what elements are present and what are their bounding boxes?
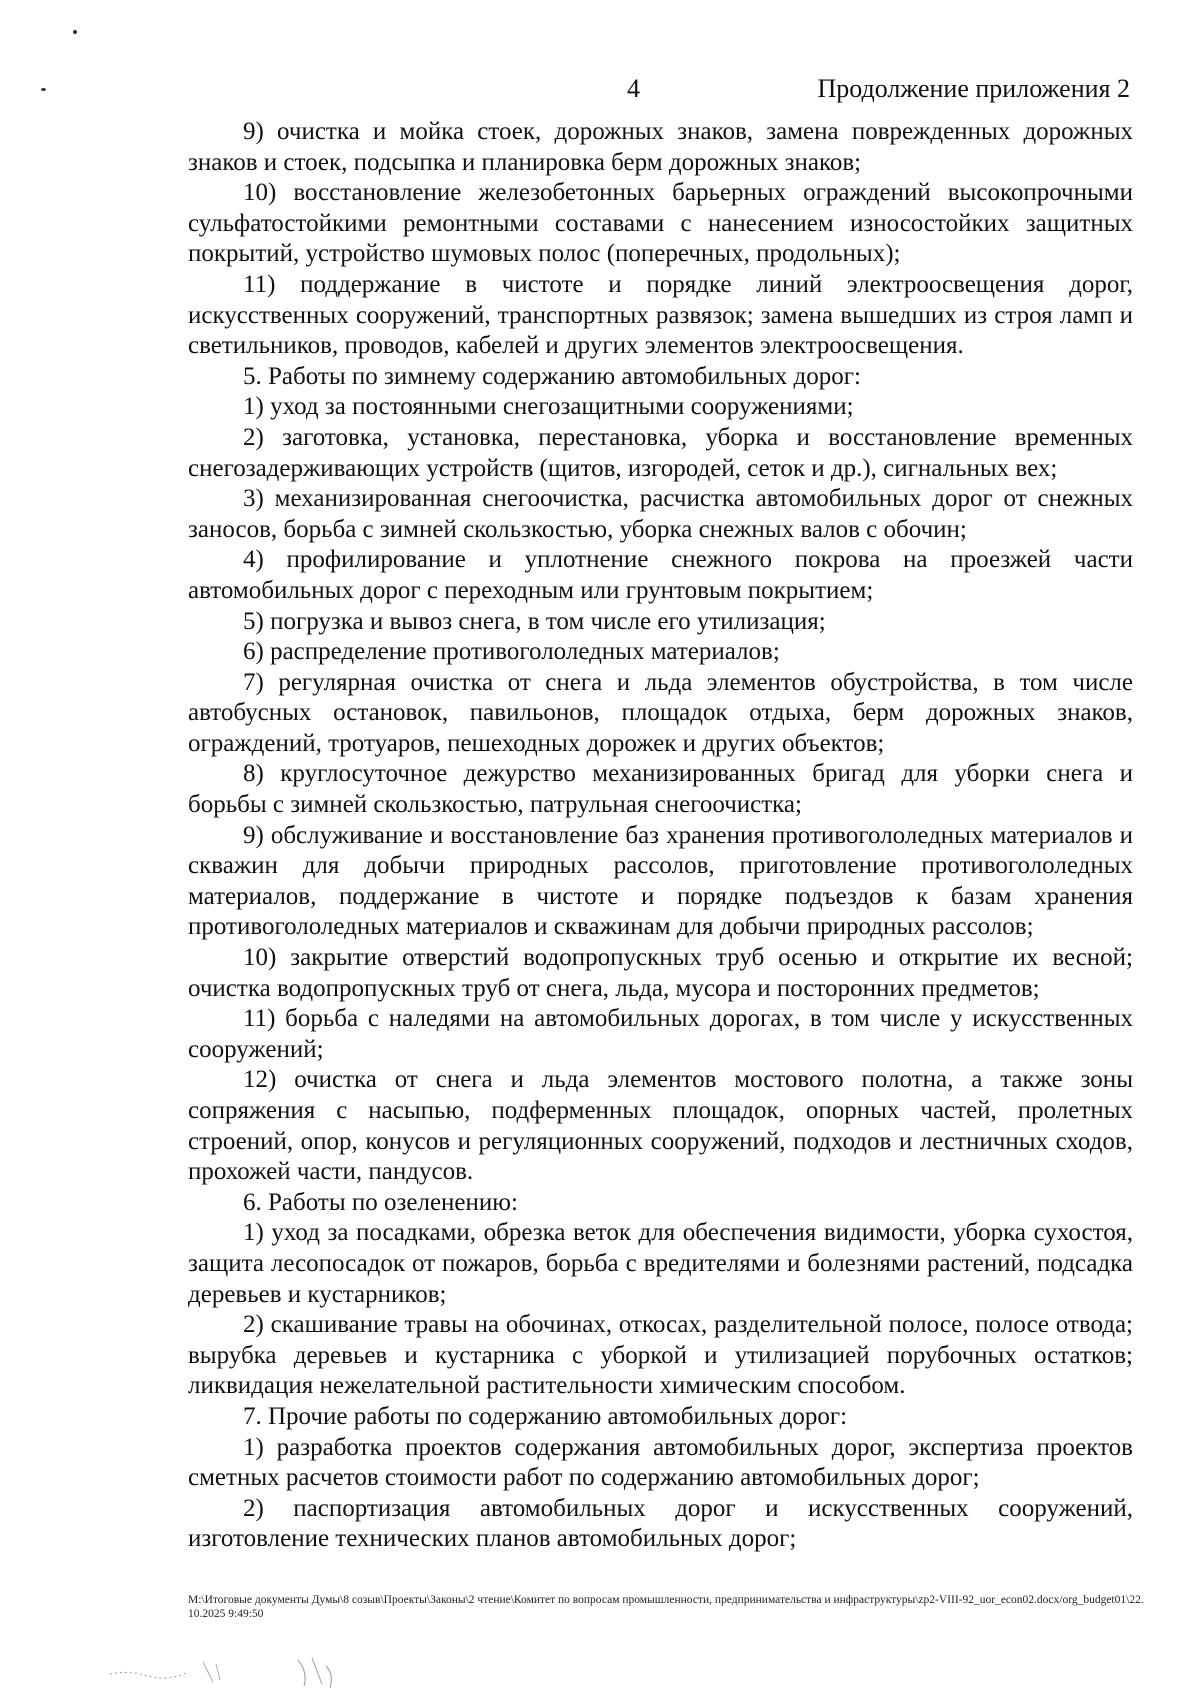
page-number: 4 <box>627 74 640 103</box>
paragraph: 8) круглосуточное дежурство механизированных бригад для уборки снега и борьбы с зимней скользкостью, патрульная снегоочистка; <box>188 760 1133 819</box>
paragraph: 3) механизированная снегоочистка, расчистка автомобильных дорог от снежных заносов, борьба с зимней скользкостью, уборка снежных валов с обочин; <box>188 485 1133 543</box>
paragraph: 10) восстановление железобетонных барьерных ограждений высокопрочными сульфатостойкими ремонтными составами с нанесением износостойких защитных покрытий, устройство шумовых полос (поперечных, продольных); <box>188 179 1133 268</box>
paragraph: 2) скашивание травы на обочинах, откосах, разделительной полосе, полосе отвода; вырубка деревьев и кустарника с уборкой и утилизацией порубочных остатков; ликвидация нежелательной растительности химическим способом. <box>188 1311 1133 1400</box>
paragraph: 6) распределение противогололедных материалов; <box>243 638 780 666</box>
running-title: Продолжение приложения 2 <box>817 74 1130 103</box>
paragraph: 4) профилирование и уплотнение снежного покрова на проезжей части автомобильных дорог с переходным или грунтовым покрытием; <box>188 546 1133 604</box>
scan-dot <box>41 88 46 91</box>
paragraph: 2) заготовка, установка, перестановка, уборка и восстановление временных снегозадерживающих устройств (щитов, изгородей, сеток и др.), сигнальных вех; <box>188 423 1133 482</box>
footer-file-path: M:\Итоговые документы Думы\8 созыв\Проекты\Законы\2 чтение\Комитет по вопросам промышленности, предпринимательства и инфраструктуры\zp2-VIII-92_uor_econ02.docx/org_budget01\22.10.2025 9:49:50 <box>188 1594 1144 1620</box>
paragraph: 12) очистка от снега и льда элементов мостового полотна, а также зоны сопряжения с насыпью, подферменных площадок, опорных частей, пролетных строений, опор, конусов и регуляционных сооружений, подходов и лестничных сходов, прохожей части, пандусов. <box>188 1066 1133 1186</box>
paragraph: 11) борьба с наледями на автомобильных дорогах, в том числе у искусственных сооружений; <box>188 1005 1133 1063</box>
paragraph: 1) разработка проектов содержания автомобильных дорог, экспертиза проектов сметных расчетов стоимости работ по содержанию автомобильных дорог; <box>188 1433 1133 1492</box>
scan-dot <box>73 30 77 34</box>
paragraph: 1) уход за постоянными снегозащитными сооружениями; <box>243 393 854 421</box>
section-heading: 6. Работы по озеленению: <box>243 1188 518 1216</box>
paragraph: 7) регулярная очистка от снега и льда элементов обустройства, в том числе автобусных остановок, павильонов, площадок отдыха, берм дорожных знаков, ограждений, тротуаров, пешеходных дорожек и других объектов; <box>188 668 1133 757</box>
paragraph: 2) паспортизация автомобильных дорог и искусственных сооружений, изготовление технических планов автомобильных дорог; <box>188 1494 1133 1553</box>
document-body <box>188 117 1133 1555</box>
paragraph: 10) закрытие отверстий водопропускных труб осенью и открытие их весной; очистка водопропускных труб от снега, льда, мусора и посторонних предметов; <box>188 944 1133 1002</box>
paragraph: 5) погрузка и вывоз снега, в том числе его утилизация; <box>243 607 826 635</box>
paragraph: 1) уход за посадками, обрезка веток для обеспечения видимости, уборка сухостоя, защита лесопосадок от пожаров, борьба с вредителями и болезнями растений, подсадка деревьев и кустарников; <box>188 1219 1133 1308</box>
scan-scribble-mark <box>108 1652 368 1692</box>
section-heading: 5. Работы по зимнему содержанию автомобильных дорог: <box>243 362 861 390</box>
paragraph: 11) поддержание в чистоте и порядке линий электроосвещения дорог, искусственных сооружений, транспортных развязок; замена вышедших из строя ламп и светильников, проводов, кабелей и других элементов электроосвещения. <box>188 270 1133 360</box>
section-heading: 7. Прочие работы по содержанию автомобильных дорог: <box>243 1402 848 1430</box>
paragraph: 9) очистка и мойка стоек, дорожных знаков, замена поврежденных дорожных знаков и стоек, подсыпка и планировка берм дорожных знаков; <box>188 118 1133 176</box>
paragraph: 9) обслуживание и восстановление баз хранения противогололедных материалов и скважин для добычи природных рассолов, приготовление противогололедных материалов, поддержание в чистоте и порядке подъездов к базам хранения противогололедных материалов и скважинам для добычи природных рассолов; <box>188 821 1133 941</box>
